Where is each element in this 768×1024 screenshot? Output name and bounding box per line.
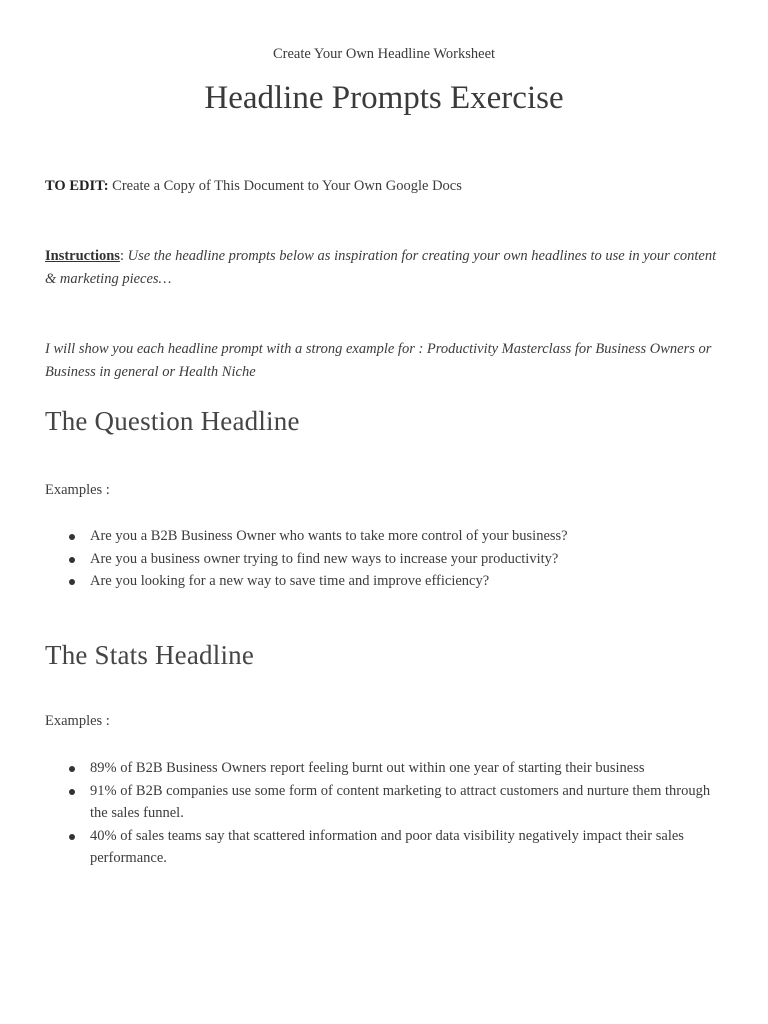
bullet-icon [69,557,75,563]
examples-label: Examples : [45,482,110,498]
document-subtitle: Create Your Own Headline Worksheet [272,46,496,62]
list-item [45,825,725,870]
list-item [45,525,725,548]
instructions-label: Instructions [45,248,120,264]
list-item [45,548,725,571]
intro-paragraph: I will show you each headline prompt with a strong example for : Productivity Masterclass for Business Owners or Business in general or Health Niche [45,341,712,380]
list-item [45,780,725,825]
bullet-icon [69,579,75,585]
list-item-text: Are you looking for a new way to save time and improve efficiency? [90,573,490,589]
bullet-icon [69,534,75,540]
to-edit-text: Create a Copy of This Document to Your Own Google Docs [108,178,462,194]
stats-examples-list [45,757,725,870]
bullet-icon [69,789,75,795]
bullet-icon [69,766,75,772]
list-item-text: Are you a B2B Business Owner who wants to take more control of your business? [90,528,568,544]
section-heading-question: The Question Headline [45,406,300,436]
bullet-icon [69,834,75,840]
list-item-text: 89% of B2B Business Owners report feeling burnt out within one year of starting their business [90,760,645,776]
list-item [45,757,725,780]
question-examples-list [45,525,725,593]
to-edit-note [45,175,730,198]
instructions-paragraph [45,245,730,291]
section-heading-stats: The Stats Headline [45,640,255,670]
to-edit-label: TO EDIT: [45,178,109,194]
document-title: Headline Prompts Exercise [204,80,564,116]
list-item [45,570,725,593]
instructions-separator: : [119,248,128,264]
list-item-text: 40% of sales teams say that scattered information and poor data visibility negatively impact their sales performance. [90,827,684,866]
examples-label: Examples : [45,713,110,729]
list-item-text: Are you a business owner trying to find new ways to increase your productivity? [90,550,559,567]
list-item-text: 91% of B2B companies use some form of content marketing to attract customers and nurture them through the sales funnel. [90,782,711,821]
instructions-text: Use the headline prompts below as inspiration for creating your own headlines to use in your content & marketing pieces… [45,248,717,287]
